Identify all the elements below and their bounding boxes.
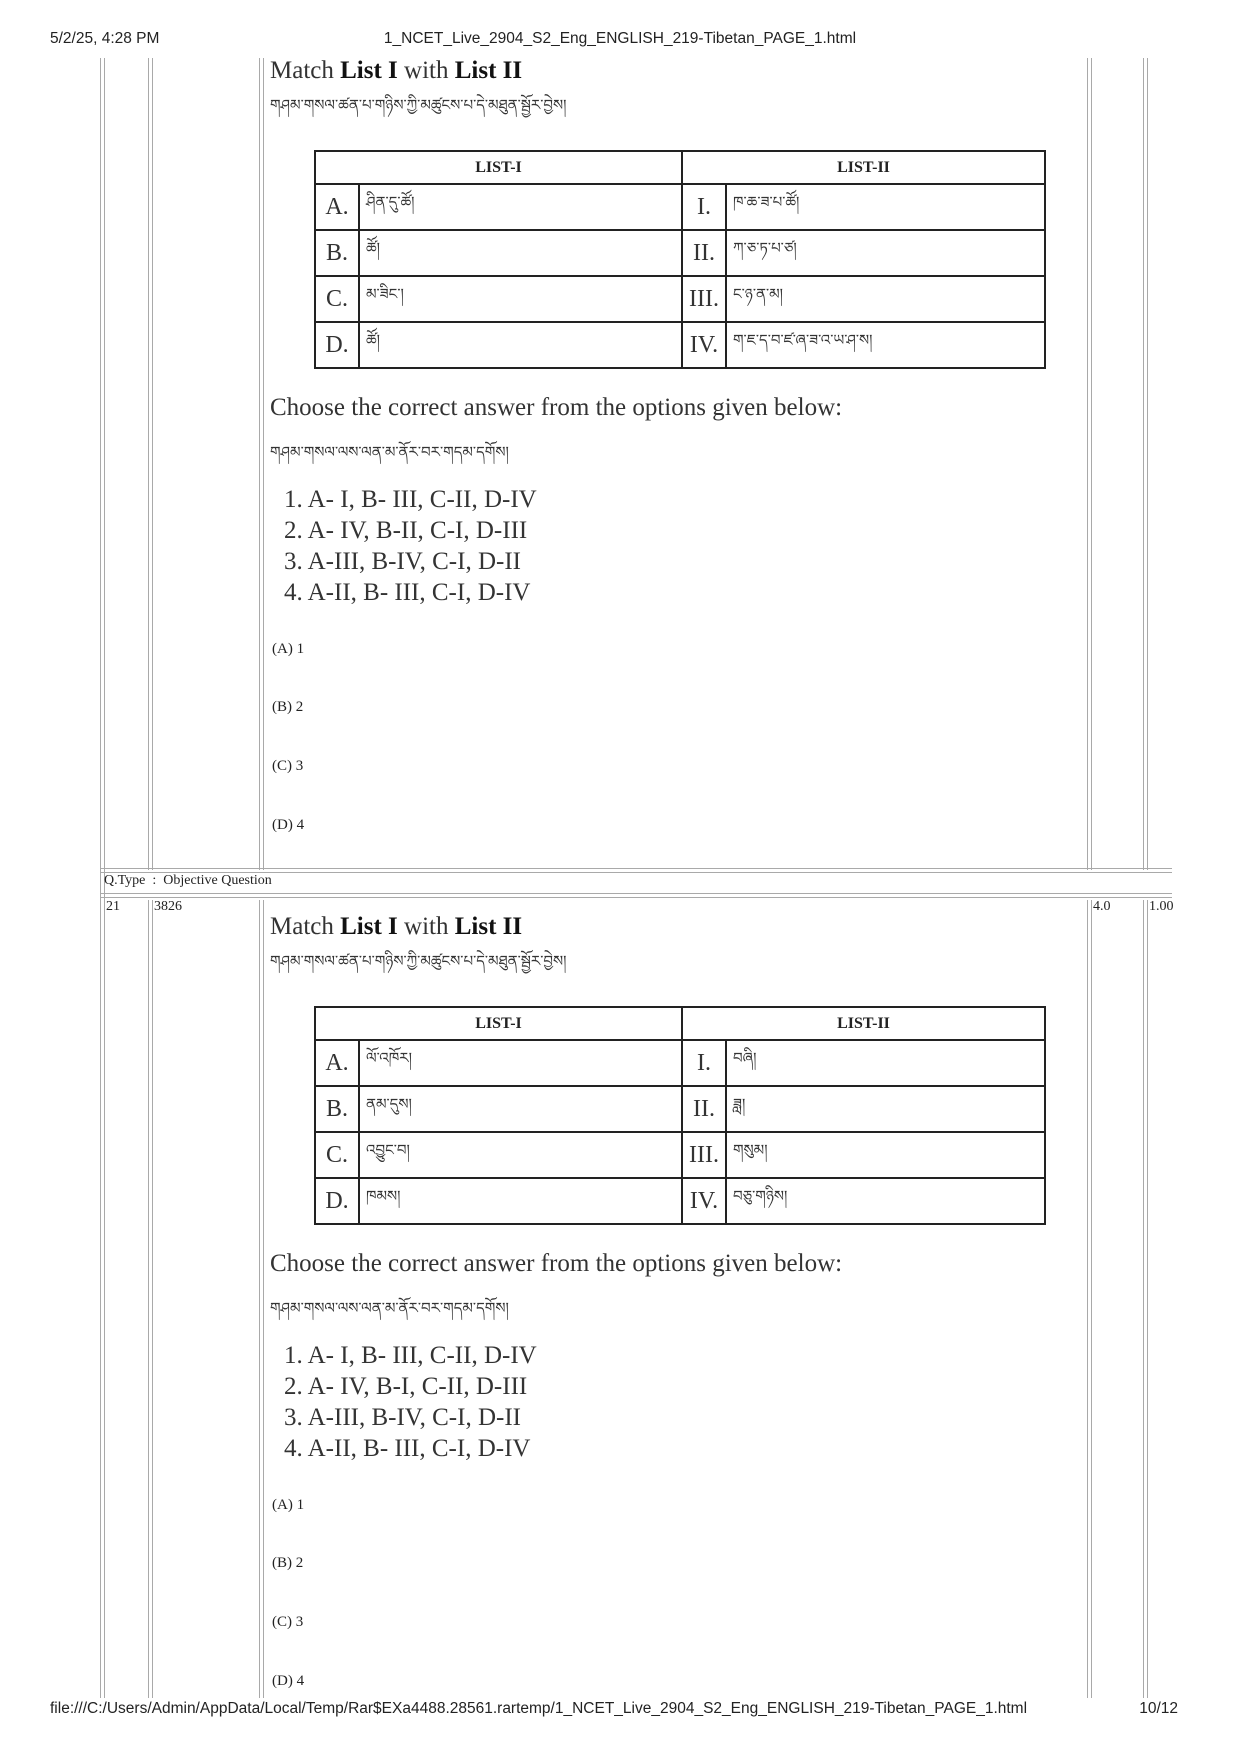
print-header: [50, 30, 1190, 52]
list-item: 4. A-II, B- III, C-I, D-IV: [284, 579, 531, 606]
list-item: 2. A- IV, B-I, C-II, D-III: [284, 1373, 528, 1400]
answer-option-c[interactable]: (C) 3: [272, 1614, 304, 1630]
list2-label: I.: [682, 1040, 726, 1086]
list1-header: LIST-I: [315, 1007, 682, 1040]
answer-option-b[interactable]: (B) 2: [272, 1555, 304, 1571]
list1-item: འབྱུང་བ།: [359, 1132, 682, 1178]
print-date: 5/2/25, 4:28 PM: [50, 30, 160, 47]
list2-label: III.: [682, 276, 726, 322]
match-table: [314, 150, 1046, 369]
answer-option-d[interactable]: (D) 4: [272, 817, 305, 833]
list2-item: གསུམ།: [726, 1132, 1045, 1178]
list1-item: ཚོ།: [359, 230, 682, 276]
list1-label: C.: [315, 276, 359, 322]
list-item: 1. A- I, B- III, C-II, D-IV: [284, 1342, 537, 1369]
list2-item: བཞི།: [726, 1040, 1045, 1086]
option-list: [284, 1340, 537, 1464]
table-row: [315, 1086, 1045, 1132]
list1-item: ཤིན་དུ་ཚོ།: [359, 184, 682, 230]
list1-label: B.: [315, 230, 359, 276]
question-block: [270, 56, 1070, 856]
tibetan-instruction: གཤམ་གསལ་ཚན་པ་གཉིས་ཀྱི་མཚུངས་པ་དེ་མཐུན་སྦྱོར་བྱེས།: [270, 952, 567, 970]
list2-label: IV.: [682, 322, 726, 368]
answer-option-b[interactable]: (B) 2: [272, 699, 304, 715]
table-row: [315, 1132, 1045, 1178]
list1-label: B.: [315, 1086, 359, 1132]
question-marks: 4.0: [1093, 899, 1111, 914]
list1-label: A.: [315, 1040, 359, 1086]
list-item: 3. A-III, B-IV, C-I, D-II: [284, 548, 521, 575]
question-heading: Match List I with List II: [270, 913, 523, 940]
list1-label: D.: [315, 1178, 359, 1224]
answer-option-a[interactable]: (A) 1: [272, 641, 305, 657]
list2-header: LIST-II: [682, 151, 1045, 184]
choose-instruction: Choose the correct answer from the options given below:: [270, 394, 843, 421]
choose-instruction-tibetan: གཤམ་གསལ་ལས་ལན་མ་ནོར་བར་གདམ་དགོས།: [270, 1299, 509, 1317]
tibetan-instruction: གཤམ་གསལ་ཚན་པ་གཉིས་ཀྱི་མཚུངས་པ་དེ་མཐུན་སྦྱོར་བྱེས།: [270, 96, 567, 114]
list-item: 4. A-II, B- III, C-I, D-IV: [284, 1435, 531, 1462]
question-number: 21: [106, 899, 120, 914]
question-heading: Match List I with List II: [270, 57, 523, 84]
list1-label: C.: [315, 1132, 359, 1178]
question-type-label: Q.Type : Objective Question: [104, 873, 272, 888]
choose-instruction: Choose the correct answer from the options given below:: [270, 1250, 843, 1277]
list2-item: བཅུ་གཉིས།: [726, 1178, 1045, 1224]
table-row: [315, 230, 1045, 276]
list1-header: LIST-I: [315, 151, 682, 184]
table-row: [315, 184, 1045, 230]
print-file-url: file:///C:/Users/Admin/AppData/Local/Temp/Rar$EXa4488.28561.rartemp/1_NCET_Live_2904_S2_Eng_ENGLISH_219-Tibetan_PAGE_1.html: [50, 1700, 1028, 1717]
list1-item: ལོ་འཁོར།: [359, 1040, 682, 1086]
list-item: 3. A-III, B-IV, C-I, D-II: [284, 1404, 521, 1431]
list2-item: ང་ཉ་ན་མ།: [726, 276, 1045, 322]
print-document-title: 1_NCET_Live_2904_S2_Eng_ENGLISH_219-Tibetan_PAGE_1.html: [383, 30, 857, 47]
list1-label: A.: [315, 184, 359, 230]
list1-item: ནམ་དུས།: [359, 1086, 682, 1132]
list2-item: ཟླ།: [726, 1086, 1045, 1132]
table-row: [315, 322, 1045, 368]
list2-item: ཀ་ཅ་ཏ་པ་ཙ།: [726, 230, 1045, 276]
list1-item: ཁམས།: [359, 1178, 682, 1224]
option-list: [284, 484, 537, 608]
list2-header: LIST-II: [682, 1007, 1045, 1040]
print-footer: [50, 1700, 1190, 1722]
list2-label: IV.: [682, 1178, 726, 1224]
list2-item: ག་ཇ་ད་བ་ཛ་ཞ་ཟ་འ་ཡ་ཤ་ས།: [726, 322, 1045, 368]
list1-item: ཚོ།: [359, 322, 682, 368]
list-item: 2. A- IV, B-II, C-I, D-III: [284, 517, 528, 544]
table-row: [315, 1040, 1045, 1086]
page-number: 10/12: [1139, 1700, 1178, 1717]
table-row: [315, 276, 1045, 322]
list-item: 1. A- I, B- III, C-II, D-IV: [284, 486, 537, 513]
list2-item: ཁ་ཆ་ཟ་པ་ཚོ།: [726, 184, 1045, 230]
match-table: [314, 1006, 1046, 1225]
list1-item: མ་ཟིང་།: [359, 276, 682, 322]
question-block: [270, 912, 1070, 1702]
choose-instruction-tibetan: གཤམ་གསལ་ལས་ལན་མ་ནོར་བར་གདམ་དགོས།: [270, 443, 509, 461]
list2-label: I.: [682, 184, 726, 230]
list1-label: D.: [315, 322, 359, 368]
list2-label: II.: [682, 1086, 726, 1132]
question-id: 3826: [154, 899, 182, 914]
answer-option-c[interactable]: (C) 3: [272, 758, 304, 774]
list2-label: II.: [682, 230, 726, 276]
question-negative-marks: 1.00: [1149, 899, 1174, 914]
list2-label: III.: [682, 1132, 726, 1178]
answer-option-d[interactable]: (D) 4: [272, 1673, 305, 1689]
answer-option-a[interactable]: (A) 1: [272, 1497, 305, 1513]
table-row: [315, 1178, 1045, 1224]
